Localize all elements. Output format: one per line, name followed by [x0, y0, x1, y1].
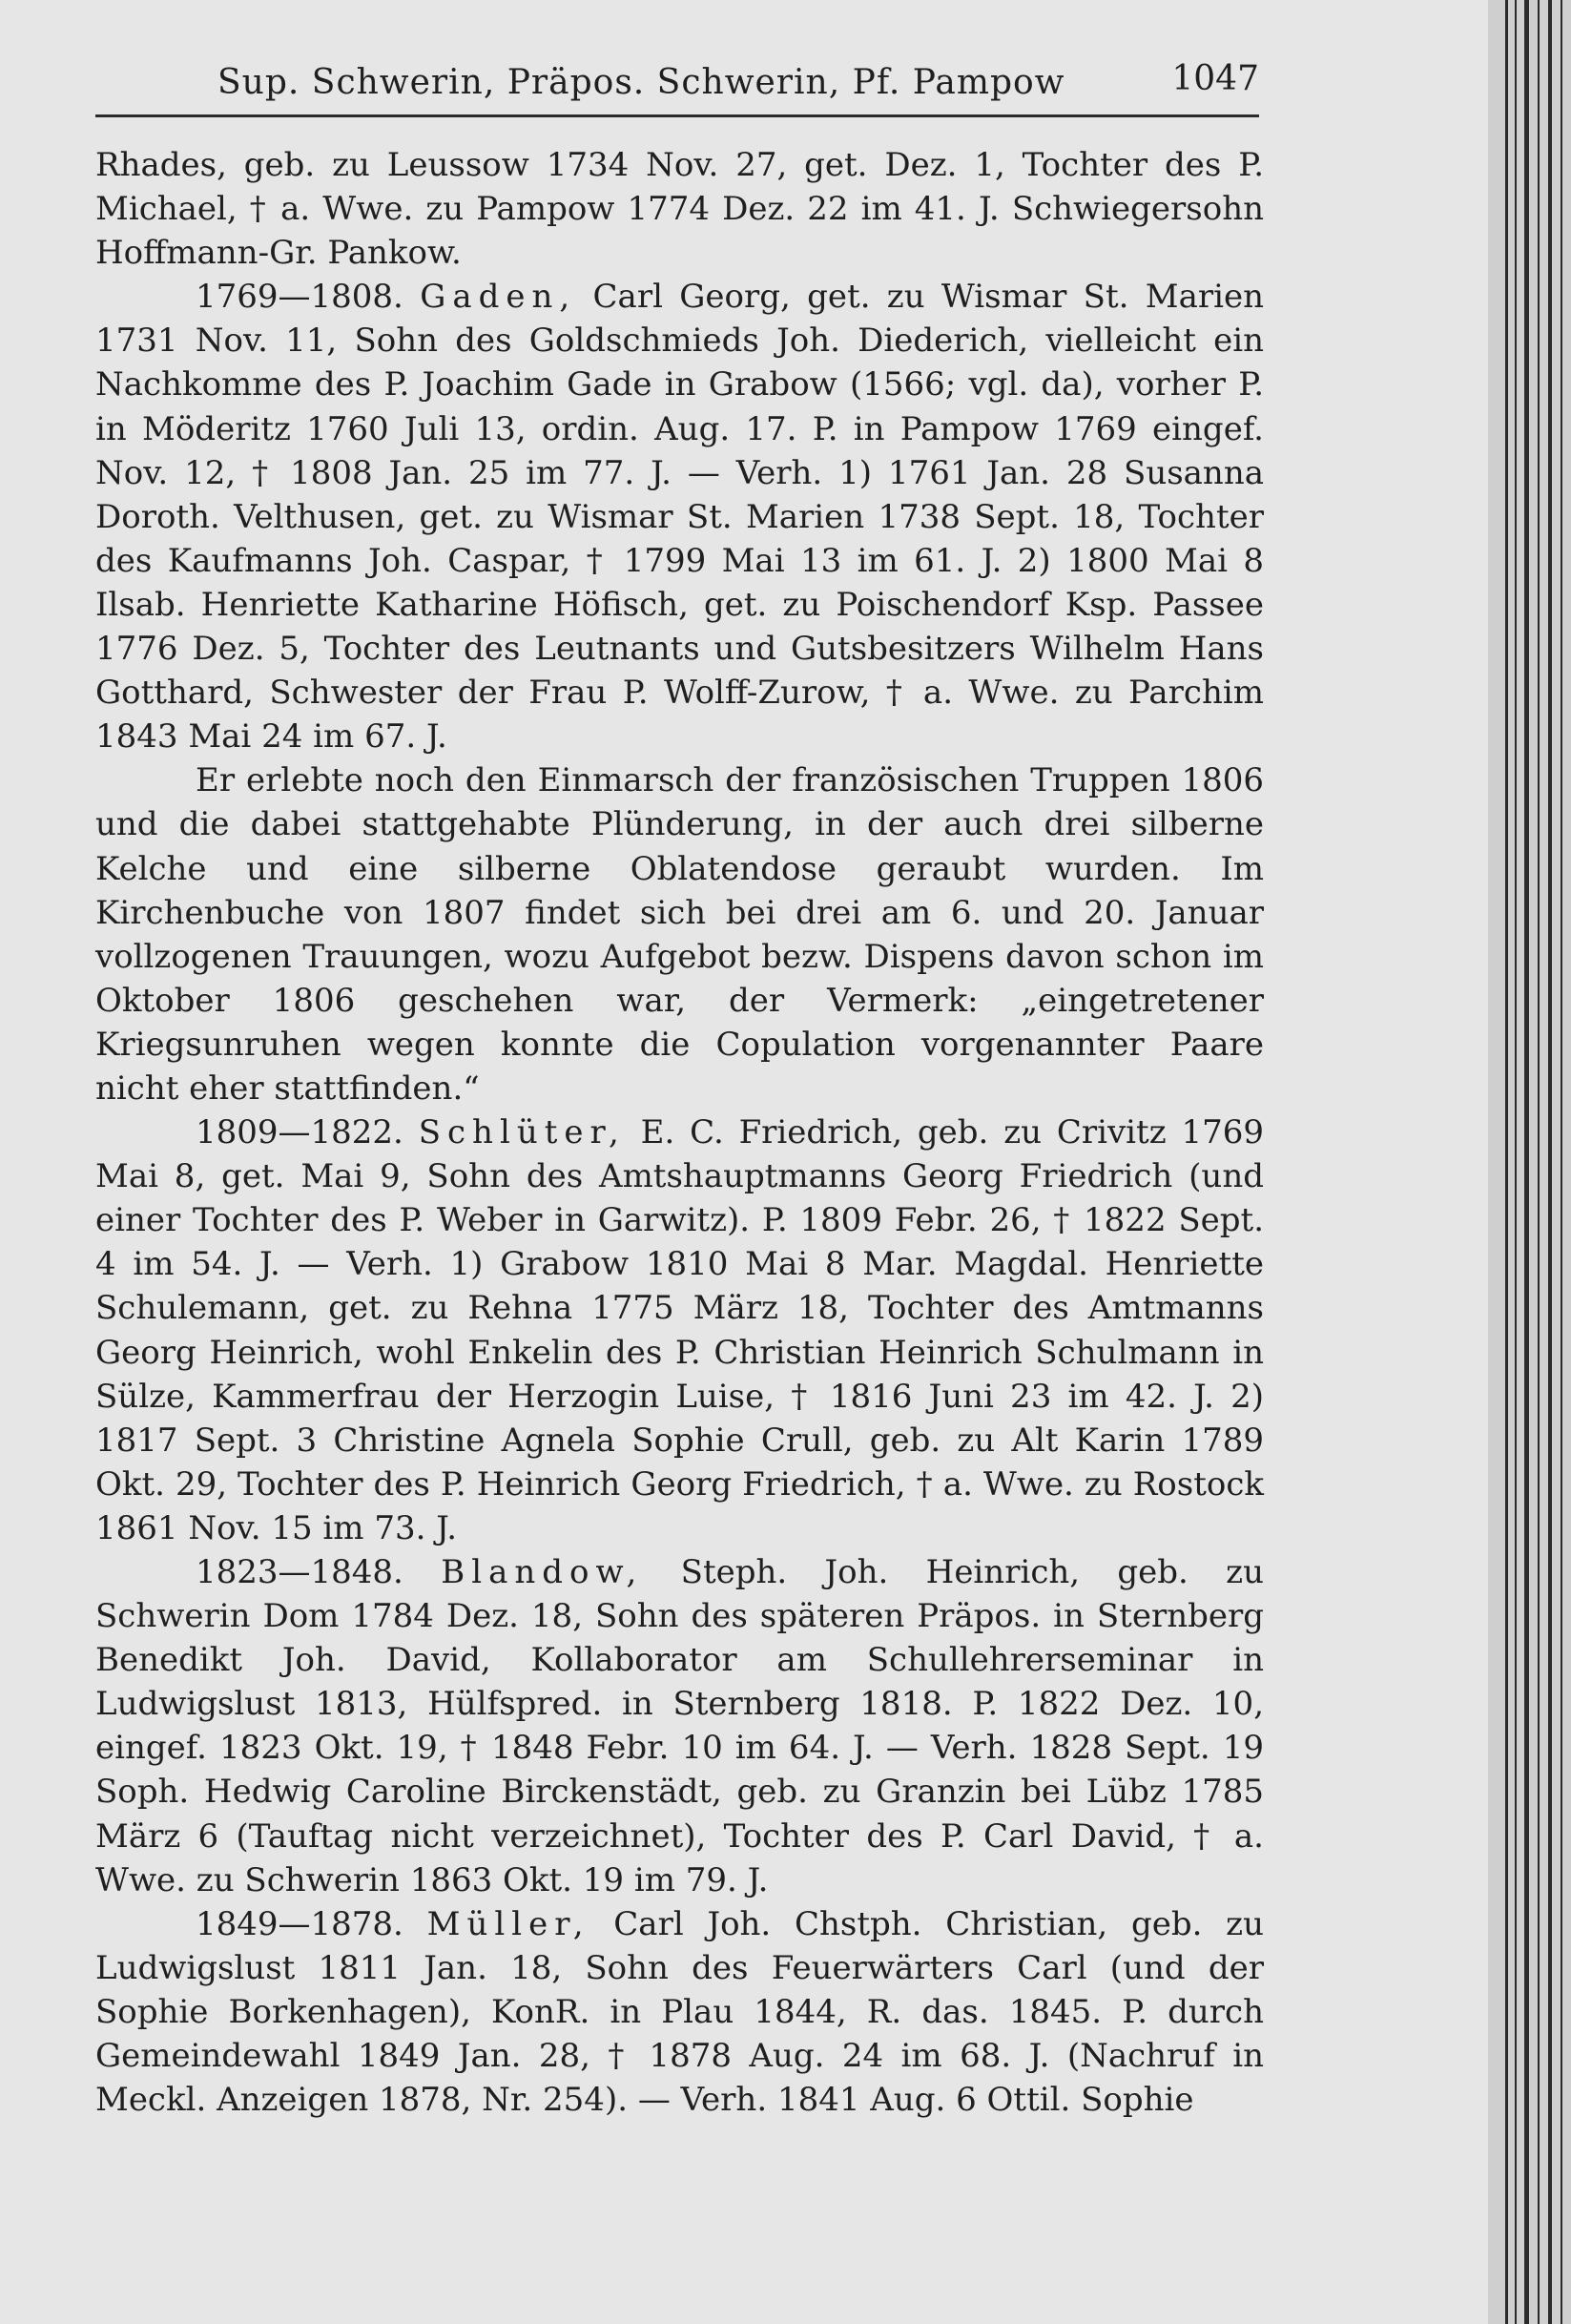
entry-text: Carl Georg, get. zu Wismar St. Marien 1731 Nov. 11, Sohn des Goldschmieds Joh. Diederich, vielleicht ein Nachkomme des P. Joachim Gade in Grabow (1566; vgl. da), vorher P. in Möderitz 1760 Juli 13, ordin. Aug. 17. P. in Pampow 1769 eingef. Nov. 12, † 1808 Jan. 25 im 77. J. — Verh. 1) 1761 Jan. 28 Susanna Doroth. Velthusen, get. zu Wismar St. Marien 1738 Sept. 18, Tochter des Kaufmanns Joh. Caspar, † 1799 Mai 13 im 61. J. 2) 1800 Mai 8 Ilsab. Henriette Katharine Höfisch, get. zu Poischendorf Ksp. Passee 1776 Dez. 5, Tochter des Leutnants und Gutsbesitzers Wilhelm Hans Gotthard, Schwester der Frau P. Wolff-Zurow, † a. Wwe. zu Parchim 1843 Mai 24 im 67. J. — [95, 278, 1264, 757]
entry-years: 1809—1822. — [196, 1113, 403, 1152]
entry-text: E. C. Friedrich, geb. zu Crivitz 1769 Mai 8, get. Mai 9, Sohn des Amtshauptmanns Georg Friedrich (und einer Tochter des P. Weber in Garwitz). P. 1809 Febr. 26, † 1822 Sept. 4 im 54. J. — Verh. 1) Grabow 1810 Mai 8 Mar. Magdal. Henriette Schulemann, get. zu Rehna 1775 März 18, Tochter des Amtmanns Georg Heinrich, wohl Enkelin des P. Christian Heinrich Schulmann in Sülze, Kammerfrau der Herzogin Luise, † 1816 Juni 23 im 42. J. 2) 1817 Sept. 3 Christine Agnela Sophie Crull, geb. zu Alt Karin 1789 Okt. 29, Tochter des P. Heinrich Georg Friedrich, † a. Wwe. zu Rostock 1861 Nov. 15 im 73. J. — [95, 1113, 1264, 1547]
entry-text: Steph. Joh. Heinrich, geb. zu Schwerin Dom 1784 Dez. 18, Sohn des späteren Präpos. in Sternberg Benedikt Joh. David, Kollaborator am Schullehrerseminar in Ludwigslust 1813, Hülfspred. in Sternberg 1818. P. 1822 Dez. 10, eingef. 1823 Okt. 19, † 1848 Febr. 10 im 64. J. — Verh. 1828 Sept. 19 Soph. Hedwig Caroline Birckenstädt, geb. zu Granzin bei Lübz 1785 März 6 (Tauftag nicht verzeichnet), Tochter des P. Carl David, † a. Wwe. zu Schwerin 1863 Okt. 19 im 79. J. — [95, 1553, 1264, 1899]
entry-years: 1769—1808. — [196, 278, 403, 317]
page-number: 1047 — [1171, 59, 1259, 98]
entry-blandow — [95, 1550, 1264, 1902]
entry-name: Müller, — [426, 1904, 590, 1943]
book-spine-edge — [1488, 0, 1571, 2324]
entry-mueller — [95, 1902, 1264, 2122]
paragraph-rhades — [95, 143, 1264, 275]
running-header — [95, 55, 1259, 117]
entry-name: Gaden, — [420, 278, 577, 317]
entry-years: 1849—1878. — [196, 1904, 403, 1943]
entry-schlueter — [95, 1110, 1264, 1550]
entry-gaden — [95, 275, 1264, 758]
header-title: Sup. Schwerin, Präpos. Schwerin, Pf. Pampow — [217, 63, 1065, 102]
paragraph-text: Rhades, geb. zu Leussow 1734 Nov. 27, get. Dez. 1, Tochter des P. Michael, † a. Wwe. zu Pampow 1774 Dez. 22 im 41. J. Schwiegersohn Hoffmann-Gr. Pankow. — [95, 146, 1264, 273]
paragraph-einmarsch — [95, 758, 1264, 1110]
entry-text: Carl Joh. Chstph. Christian, geb. zu Ludwigslust 1811 Jan. 18, Sohn des Feuerwärters Carl (und der Sophie Borkenhagen), KonR. in Plau 1844, R. das. 1845. P. durch Gemeindewahl 1849 Jan. 28, † 1878 Aug. 24 im 68. J. (Nachruf in Meckl. Anzeigen 1878, Nr. 254). — Verh. 1841 Aug. 6 Ottil. Sophie — [95, 1904, 1264, 2120]
entry-name: Blandow, — [441, 1553, 644, 1591]
entry-name: Schlüter, — [418, 1113, 626, 1152]
entry-years: 1823—1848. — [196, 1553, 403, 1591]
body-text — [95, 143, 1264, 2122]
paragraph-text: Er erlebte noch den Einmarsch der französischen Truppen 1806 und die dabei stattgehabte Plünderung, in der auch drei silberne Kelche und eine silberne Oblatendose geraubt wurden. Im Kirchenbuche von 1807 findet sich bei drei am 6. und 20. Januar vollzogenen Trauungen, wozu Aufgebot bezw. Dispens davon schon im Oktober 1806 geschehen war, der Vermerk: „eingetretener Kriegsunruhen wegen konnte die Copulation vorgenannter Paare nicht eher stattfinden.“ — [95, 761, 1264, 1108]
